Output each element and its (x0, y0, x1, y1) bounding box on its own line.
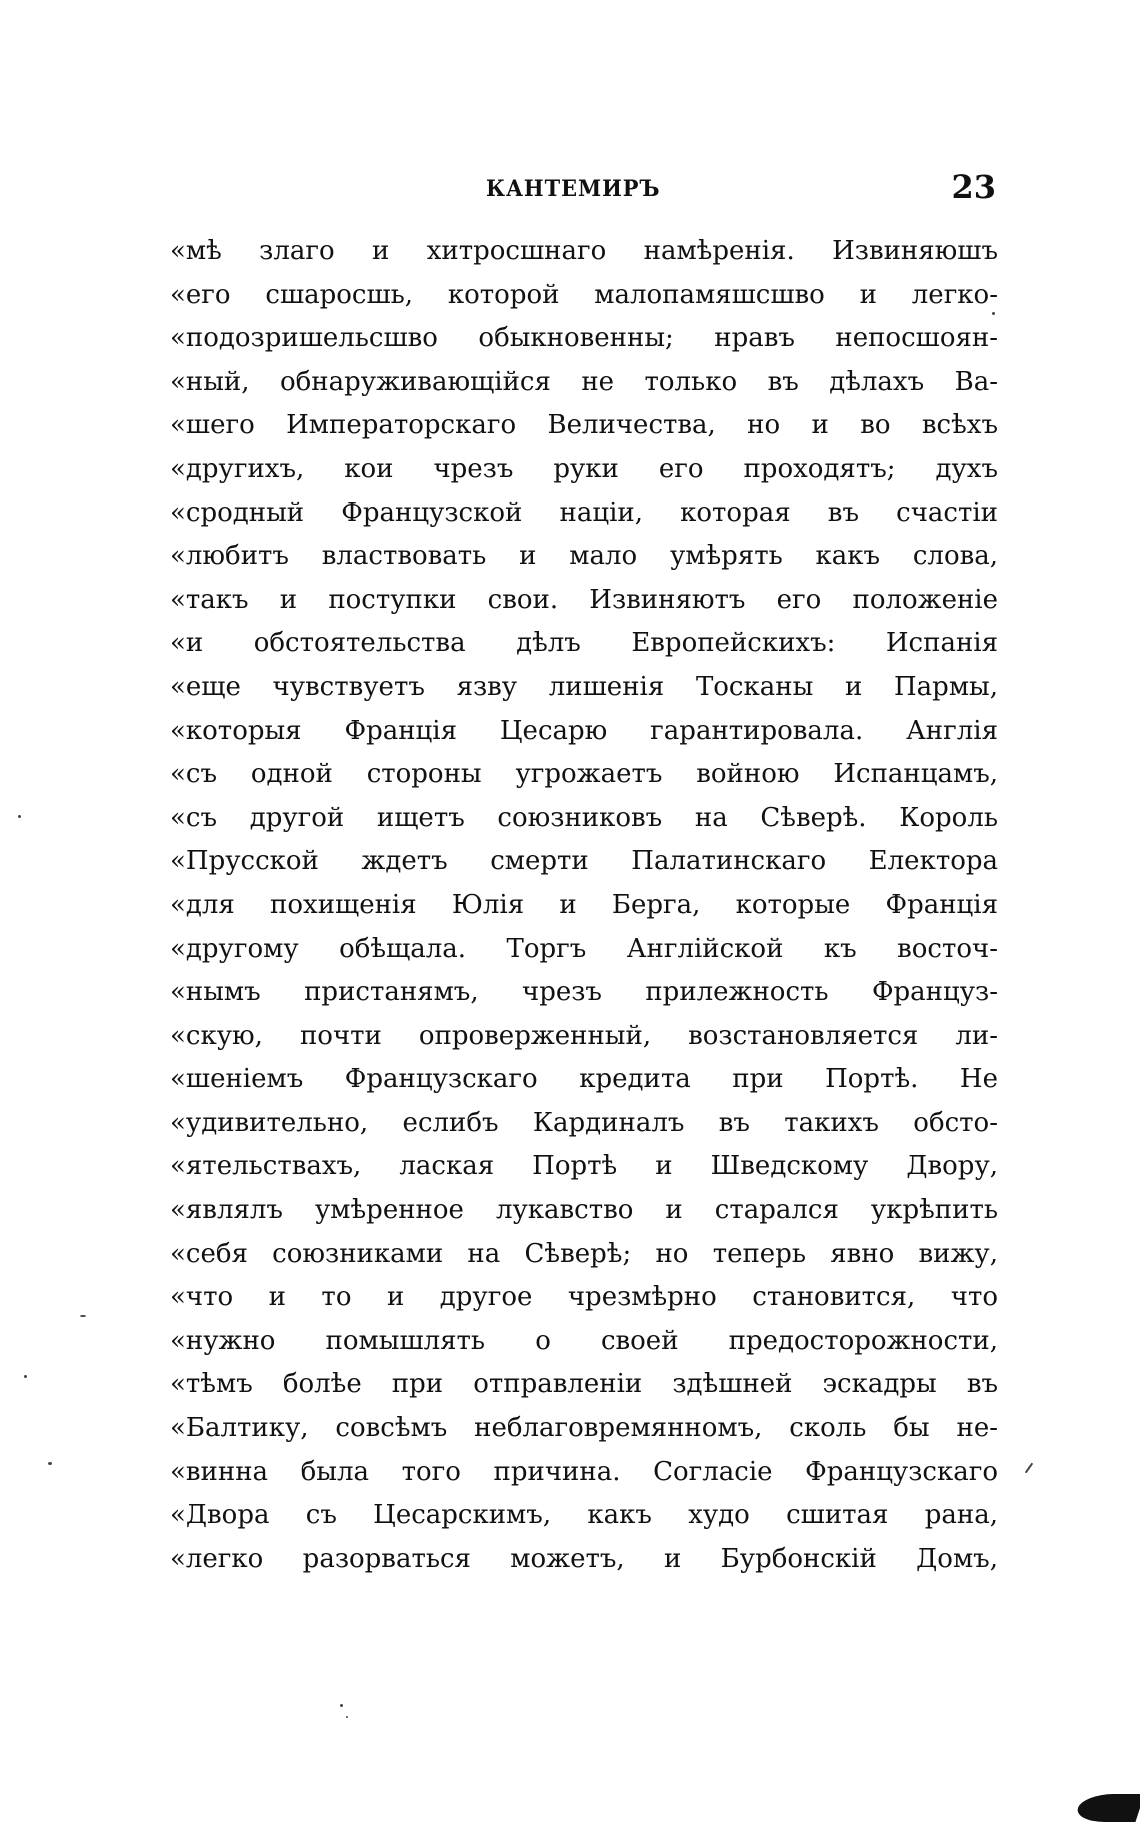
speck (24, 1375, 27, 1378)
body-text (170, 230, 998, 1581)
text-line: «мѣ злаго и хитросшнаго намѣренія. Извиняюшъ (170, 236, 998, 266)
running-head (168, 168, 996, 212)
text-line: «нужно помышлять о своей предосторожности, (170, 1325, 998, 1356)
text-line: «для похищенія Юлія и Берга, которые Франція (170, 889, 998, 920)
text-line: «шего Императорскаго Величества, но и во всѣхъ (170, 410, 998, 441)
text-line: «подозришельсшво обыкновенны; нравъ непосшоян- (170, 323, 998, 354)
running-title: КАНТЕМИРЪ (486, 176, 661, 202)
text-line: «его сшаросшь, которой малопамяшсшво и легко- (170, 279, 998, 310)
text-line: «легко разорваться можетъ, и Бурбонскій Домъ, (170, 1543, 998, 1574)
text-line: «которыя Франція Цесарю гарантировала. Англія (170, 715, 998, 746)
text-line: «съ одной стороны угрожаетъ войною Испанцамъ, (170, 759, 998, 790)
text-line: «тѣмъ болѣе при отправленіи здѣшней эскадры въ (170, 1369, 998, 1400)
text-line: «сродный Французской націи, которая въ счастіи (170, 497, 998, 528)
text-line: «себя союзниками на Сѣверѣ; но теперь явно вижу, (170, 1238, 998, 1269)
text-line: «Прусской ждетъ смерти Палатинскаго Електора (170, 846, 998, 877)
text-line: «удивительно, еслибъ Кардиналъ въ такихъ обсто- (170, 1107, 998, 1138)
speck (18, 815, 21, 818)
speck (346, 1716, 348, 1718)
text-line: «ятельствахъ, лаская Портѣ и Шведскому Двору, (170, 1151, 998, 1182)
speck (48, 1462, 52, 1465)
text-line: «Двора съ Цесарскимъ, какъ худо сшитая рана, (170, 1500, 998, 1531)
text-line: «нымъ пристанямъ, чрезъ прилежность Француз- (170, 977, 998, 1008)
speck (992, 312, 995, 315)
text-line: «другихъ, кои чрезъ руки его проходятъ; духъ (170, 453, 998, 484)
text-line: «еще чувствуетъ язву лишенія Тосканы и Пармы, (170, 671, 998, 702)
text-line: «съ другой ищетъ союзниковъ на Сѣверѣ. Король (170, 802, 998, 833)
text-line: «скую, почти опроверженный, возстановляется ли- (170, 1020, 998, 1051)
speck (340, 1704, 343, 1707)
text-line: «другому обѣщала. Торгъ Англійской къ восточ- (170, 933, 998, 964)
page-number: 23 (951, 168, 996, 206)
text-line: «что и то и другое чрезмѣрно становится, что (170, 1282, 998, 1313)
text-line: «такъ и поступки свои. Извиняютъ его положеніе (170, 584, 998, 615)
corner-smudge (1073, 1794, 1140, 1822)
text-line: «шеніемъ Французскаго кредита при Портѣ. Не (170, 1064, 998, 1095)
text-line: «и обстоятельства дѣлъ Европейскихъ: Испанія (170, 628, 998, 659)
text-line: «Балтику, совсѣмъ неблаговремянномъ, сколь бы не- (170, 1413, 998, 1444)
speck (1025, 1463, 1034, 1474)
text-line: «любитъ властвовать и мало умѣрять какъ слова, (170, 541, 998, 572)
text-line: «винна была того причина. Согласіе Французскаго (170, 1456, 998, 1487)
text-line: «ный, обнаруживающійся не только въ дѣлахъ Ва- (170, 366, 998, 397)
speck (80, 1315, 86, 1317)
text-line: «являлъ умѣренное лукавство и старался укрѣпить (170, 1195, 998, 1226)
